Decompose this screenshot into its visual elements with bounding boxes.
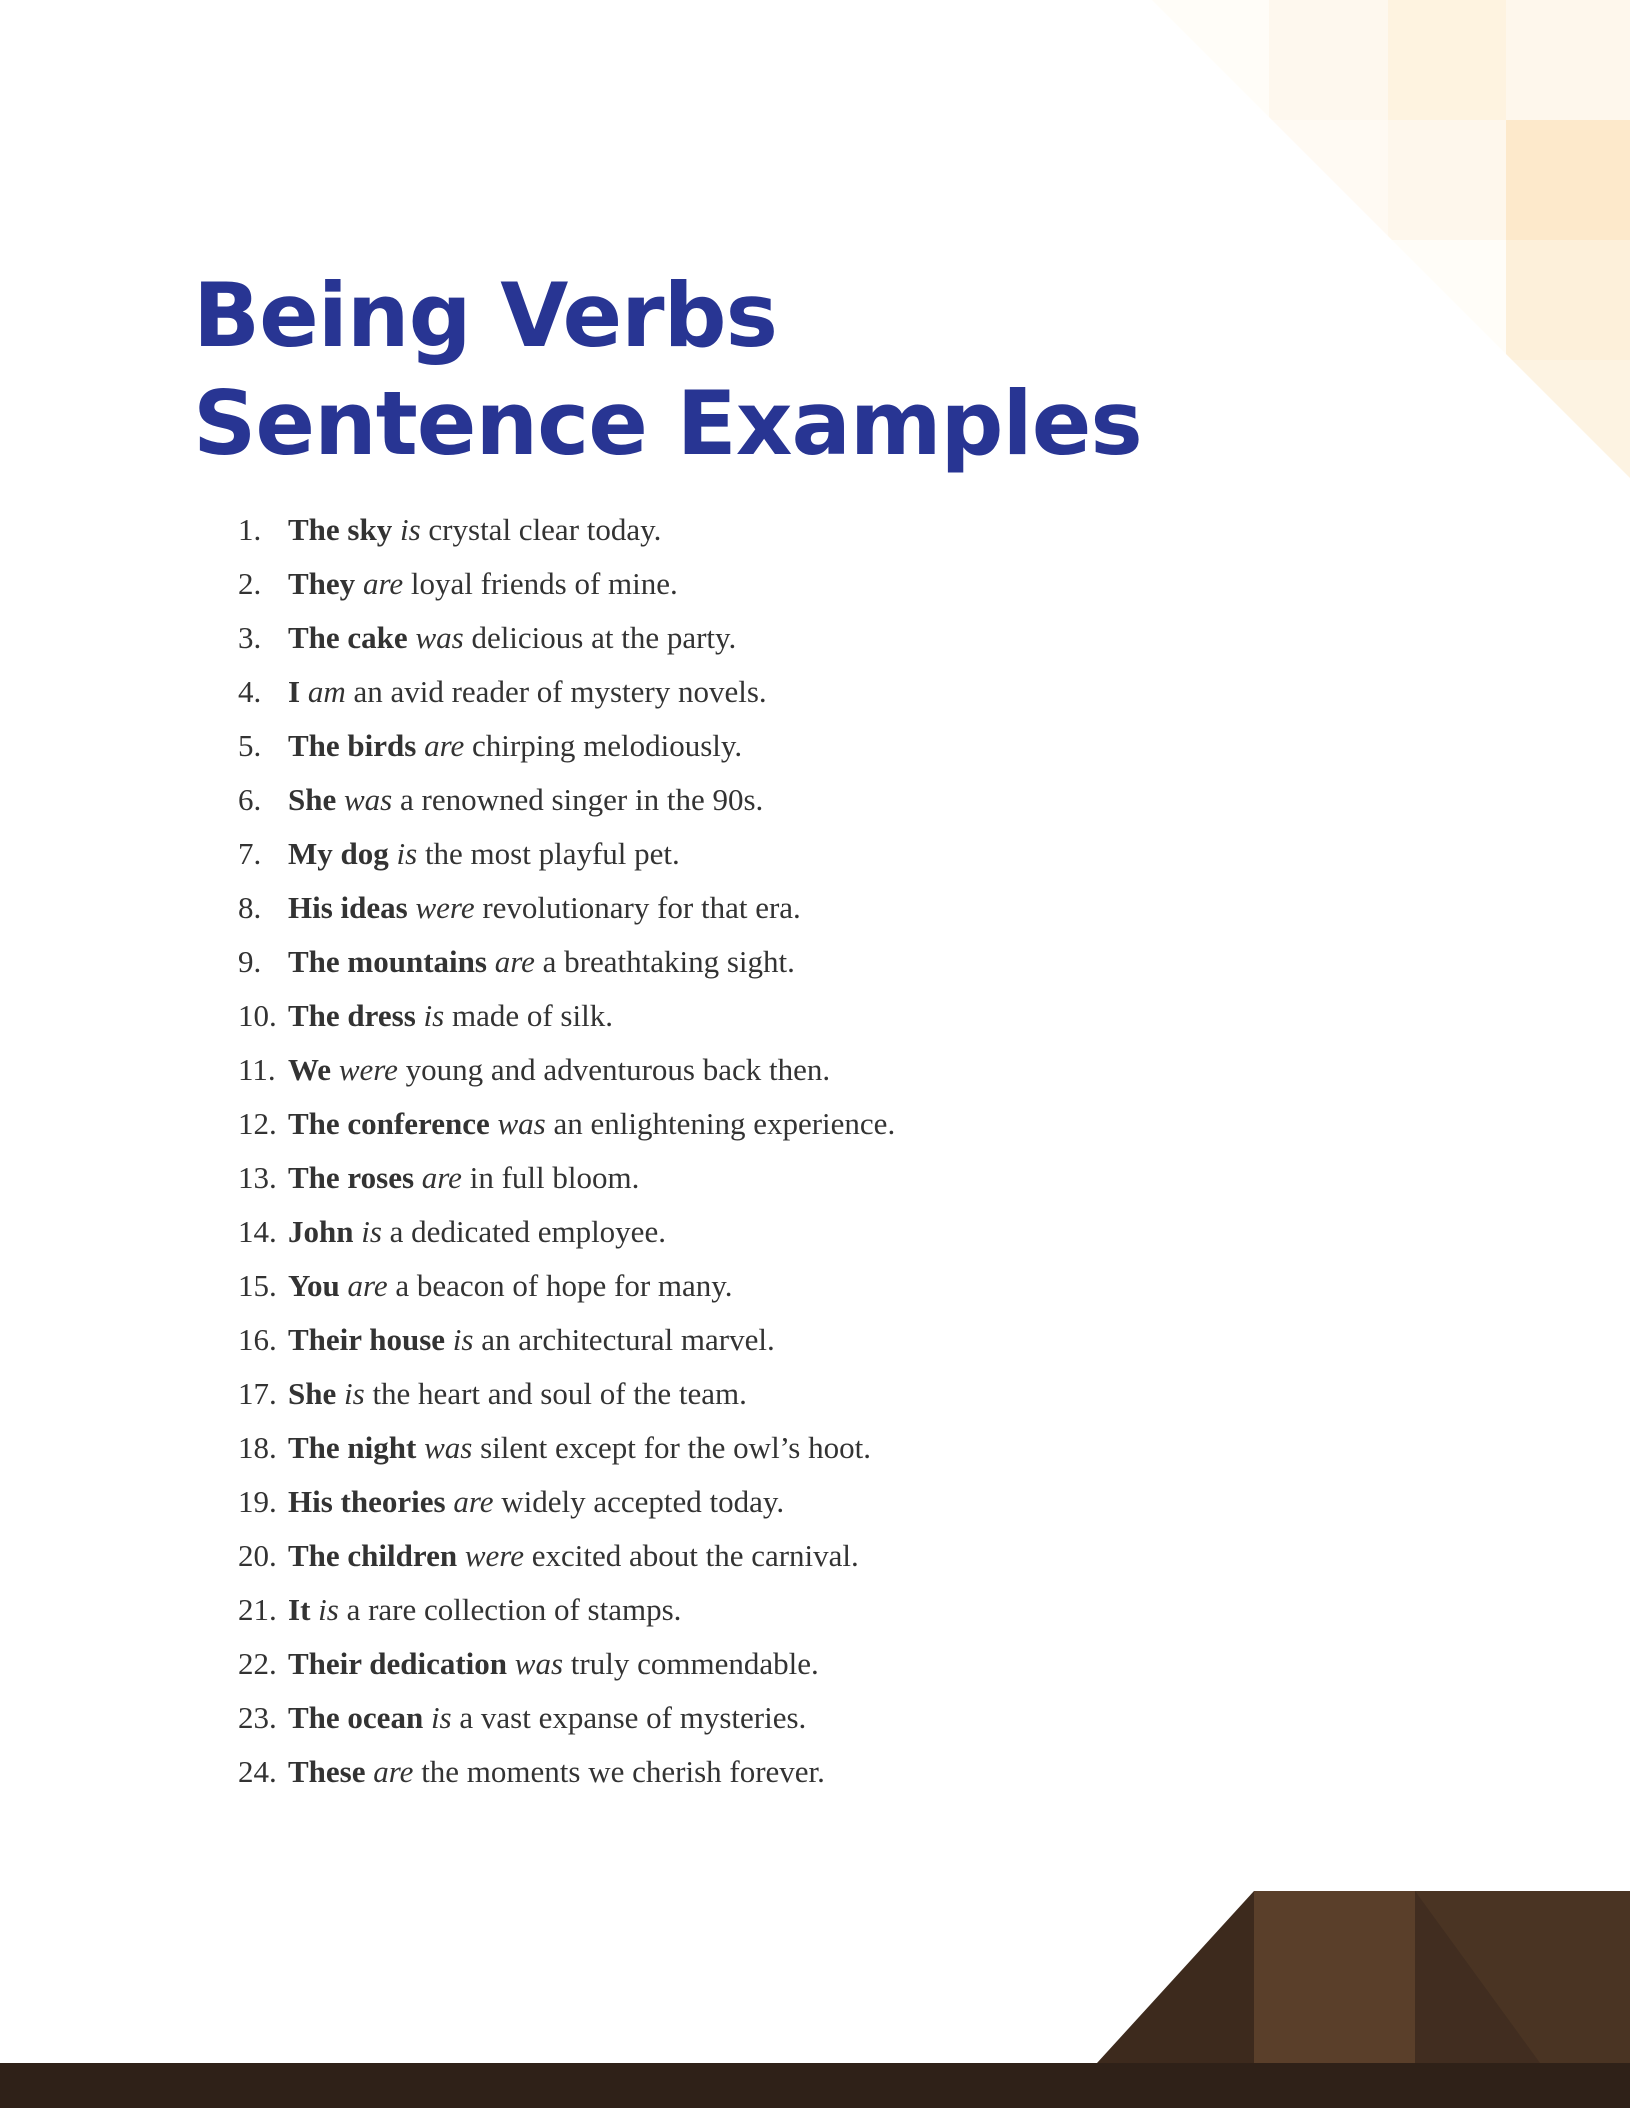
- item-subject: His ideas: [288, 890, 408, 925]
- item-verb: are: [424, 728, 465, 763]
- item-subject: She: [288, 782, 337, 817]
- item-verb: is: [396, 836, 418, 871]
- list-item: [238, 888, 895, 942]
- item-rest: in full bloom.: [469, 1160, 640, 1195]
- examples-list: [238, 510, 895, 1806]
- list-item: [238, 1104, 895, 1158]
- list-item: [238, 1482, 895, 1536]
- item-number: 23.: [238, 1700, 277, 1735]
- item-verb: are: [347, 1268, 388, 1303]
- item-rest: the moments we cherish forever.: [421, 1754, 825, 1789]
- item-subject: Their dedication: [288, 1646, 508, 1681]
- item-rest: delicious at the party.: [471, 620, 737, 655]
- item-rest: a vast expanse of mysteries.: [459, 1700, 807, 1735]
- item-rest: revolutionary for that era.: [482, 890, 801, 925]
- item-number: 5.: [238, 728, 262, 763]
- list-item: [238, 780, 895, 834]
- item-rest: loyal friends of mine.: [410, 566, 678, 601]
- item-rest: the most playful pet.: [424, 836, 680, 871]
- item-rest: excited about the carnival.: [531, 1538, 859, 1573]
- item-rest: a renowned singer in the 90s.: [400, 782, 764, 817]
- item-number: 17.: [238, 1376, 277, 1411]
- item-number: 20.: [238, 1538, 277, 1573]
- item-rest: widely accepted today.: [501, 1484, 785, 1519]
- item-verb: is: [430, 1700, 452, 1735]
- item-subject: The night: [288, 1430, 417, 1465]
- item-number: 16.: [238, 1322, 277, 1357]
- item-subject: His theories: [288, 1484, 446, 1519]
- item-number: 6.: [238, 782, 262, 817]
- item-number: 9.: [238, 944, 262, 979]
- item-subject: The ocean: [288, 1700, 424, 1735]
- item-number: 7.: [238, 836, 262, 871]
- item-rest: a rare collection of stamps.: [346, 1592, 682, 1627]
- list-item: [238, 564, 895, 618]
- item-rest: an avid reader of mystery novels.: [353, 674, 767, 709]
- item-subject: My dog: [288, 836, 389, 871]
- item-subject: These: [288, 1754, 366, 1789]
- footer-slope: [1097, 1891, 1254, 2063]
- list-item: [238, 1590, 895, 1644]
- item-number: 24.: [238, 1754, 277, 1789]
- item-subject: The roses: [288, 1160, 415, 1195]
- item-number: 15.: [238, 1268, 277, 1303]
- item-verb: are: [453, 1484, 494, 1519]
- item-rest: the heart and soul of the team.: [372, 1376, 747, 1411]
- list-item: [238, 1698, 895, 1752]
- item-subject: The mountains: [288, 944, 487, 979]
- item-subject: They: [288, 566, 356, 601]
- item-verb: is: [344, 1376, 365, 1411]
- list-item: [238, 510, 895, 564]
- list-item: [238, 618, 895, 672]
- item-subject: She: [288, 1376, 337, 1411]
- item-subject: The conference: [288, 1106, 490, 1141]
- item-subject: The children: [288, 1538, 458, 1573]
- list-item: [238, 942, 895, 996]
- item-subject: The cake: [288, 620, 408, 655]
- item-verb: was: [415, 620, 464, 655]
- item-subject: The birds: [288, 728, 417, 763]
- item-verb: was: [344, 782, 393, 817]
- item-number: 8.: [238, 890, 262, 925]
- footer-bar: [0, 2063, 1630, 2108]
- item-verb: is: [423, 998, 445, 1033]
- list-item: [238, 1374, 895, 1428]
- item-verb: were: [464, 1538, 524, 1573]
- item-number: 22.: [238, 1646, 277, 1681]
- item-verb: is: [399, 512, 421, 547]
- item-subject: I: [288, 674, 301, 709]
- item-verb: is: [452, 1322, 474, 1357]
- item-verb: was: [424, 1430, 473, 1465]
- item-rest: a beacon of hope for many.: [395, 1268, 733, 1303]
- list-item: [238, 1212, 895, 1266]
- list-item: [238, 1158, 895, 1212]
- list-item: [238, 1536, 895, 1590]
- item-verb: is: [361, 1214, 382, 1249]
- item-number: 14.: [238, 1214, 277, 1249]
- item-subject: The sky: [288, 512, 393, 547]
- item-subject: We: [288, 1052, 332, 1087]
- list-item: [238, 726, 895, 780]
- list-item: [238, 1320, 895, 1374]
- list-item: [238, 1266, 895, 1320]
- item-subject: John: [288, 1214, 354, 1249]
- item-rest: silent except for the owl’s hoot.: [480, 1430, 871, 1465]
- item-rest: truly commendable.: [570, 1646, 819, 1681]
- item-verb: are: [373, 1754, 414, 1789]
- item-number: 18.: [238, 1430, 277, 1465]
- item-number: 21.: [238, 1592, 277, 1627]
- item-verb: are: [494, 944, 535, 979]
- item-rest: a breathtaking sight.: [542, 944, 795, 979]
- item-number: 2.: [238, 566, 262, 601]
- list-item: [238, 1050, 895, 1104]
- item-number: 11.: [238, 1052, 276, 1087]
- footer-block: [1254, 1891, 1415, 2063]
- item-subject: Their house: [288, 1322, 446, 1357]
- item-number: 13.: [238, 1160, 277, 1195]
- item-rest: an architectural marvel.: [481, 1322, 775, 1357]
- item-verb: is: [318, 1592, 339, 1627]
- item-rest: an enlightening experience.: [553, 1106, 896, 1141]
- item-verb: were: [338, 1052, 398, 1087]
- item-rest: a dedicated employee.: [389, 1214, 666, 1249]
- item-number: 3.: [238, 620, 262, 655]
- item-rest: made of silk.: [451, 998, 613, 1033]
- item-subject: It: [288, 1592, 311, 1627]
- list-item: [238, 1428, 895, 1482]
- item-verb: are: [421, 1160, 462, 1195]
- item-number: 12.: [238, 1106, 277, 1141]
- page-title: [193, 262, 1142, 478]
- item-verb: are: [362, 566, 404, 601]
- item-number: 1.: [238, 512, 262, 547]
- item-rest: young and adventurous back then.: [405, 1052, 831, 1087]
- list-item: [238, 1752, 895, 1806]
- item-rest: crystal clear today.: [428, 512, 662, 547]
- list-item: [238, 672, 895, 726]
- title-line-2: Sentence Examples: [193, 372, 1142, 475]
- list-item: [238, 1644, 895, 1698]
- item-rest: chirping melodiously.: [472, 728, 743, 763]
- item-number: 10.: [238, 998, 277, 1033]
- item-verb: was: [497, 1106, 546, 1141]
- item-number: 4.: [238, 674, 262, 709]
- item-subject: The dress: [288, 998, 416, 1033]
- item-verb: was: [514, 1646, 564, 1681]
- item-verb: were: [415, 890, 475, 925]
- list-item: [238, 996, 895, 1050]
- item-verb: am: [307, 674, 346, 709]
- item-number: 19.: [238, 1484, 277, 1519]
- list-item: [238, 834, 895, 888]
- item-subject: You: [288, 1268, 340, 1303]
- title-line-1: Being Verbs: [193, 264, 777, 367]
